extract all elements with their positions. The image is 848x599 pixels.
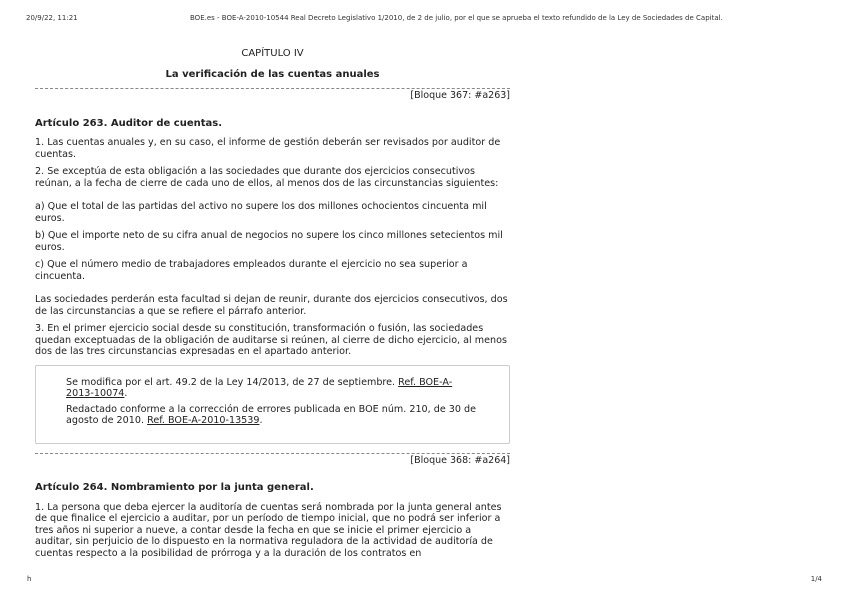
boe-reference-link[interactable]: Ref. BOE-A-2010-13539	[147, 415, 260, 426]
block-reference: [Bloque 367: #a263]	[35, 88, 510, 102]
paragraph: 1. La persona que deba ejercer la auditoría de cuentas será nombrada por la junta general antes de que finalice el ejercicio a auditar, por un período de tiempo inicial, que no podrá ser inferior a tres años ni superior a nueve, a contar desde la fecha en que se inicie el primer ejercicio a auditar, sin perjuicio de lo dispuesto en la normativa reguladora de la actividad de auditoría de cuentas respecto a la posibilidad de prórroga y a la duración de los contratos en	[35, 501, 502, 559]
article-263-title: Artículo 263. Auditor de cuentas.	[35, 117, 223, 129]
paragraph: a) Que el total de las partidas del activo no supere los dos millones ochocientos cincuenta mil euros.	[35, 201, 487, 224]
paragraph: 3. En el primer ejercicio social desde su constitución, transformación o fusión, las sociedades quedan exceptuadas de la obligación de auditarse si reúnen, al cierre de dicho ejercicio, al menos dos de las tres circunstancias expresadas en el apartado anterior.	[35, 323, 507, 357]
paragraph: 2. Se exceptúa de esta obligación a las sociedades que durante dos ejercicios consecutivos reúnan, a la fecha de cierre de cada uno de ellos, al menos dos de las circunstancias siguientes:	[35, 166, 499, 189]
modification-note	[35, 365, 510, 444]
paragraph: Las sociedades perderán esta facultad si dejan de reunir, durante dos ejercicios consecutivos, dos de las circunstancias a que se refiere el párrafo anterior.	[35, 294, 508, 317]
paragraph: 1. Las cuentas anuales y, en su caso, el informe de gestión deberán ser revisados por auditor de cuentas.	[35, 137, 501, 160]
print-date: 20/9/22, 11:21	[26, 14, 78, 22]
note-period: .	[259, 415, 263, 426]
note-text: Redactado conforme a la corrección de errores publicada en BOE núm. 210, de 30 de agosto de 2010.	[66, 403, 477, 426]
footer-url-mark: h	[27, 575, 32, 583]
note-text: Se modifica por el art. 49.2 de la Ley 14/2013, de 27 de septiembre.	[66, 376, 399, 388]
note-period: .	[124, 388, 128, 399]
note-line	[66, 377, 479, 400]
paragraph: b) Que el importe neto de su cifra anual de negocios no supere los cinco millones setecientos mil euros.	[35, 230, 503, 253]
article-264-title: Artículo 264. Nombramiento por la junta general.	[35, 482, 314, 493]
chapter-heading: CAPÍTULO IV	[241, 48, 304, 59]
boe-reference-link[interactable]: Ref. BOE-A-2013-10074	[66, 376, 453, 399]
chapter-title: La verificación de las cuentas anuales	[165, 68, 380, 80]
page-number: 1/4	[810, 575, 822, 583]
note-line	[66, 404, 479, 427]
document-body	[35, 48, 510, 565]
print-title: BOE.es - BOE-A-2010-10544 Real Decreto Legislativo 1/2010, de 2 de julio, por el que se aprueba el texto refundido de la Ley de Sociedades de Capital.	[190, 14, 723, 22]
block-reference: [Bloque 368: #a264]	[35, 453, 510, 467]
paragraph: c) Que el número medio de trabajadores empleados durante el ejercicio no sea superior a cincuenta.	[35, 259, 468, 282]
